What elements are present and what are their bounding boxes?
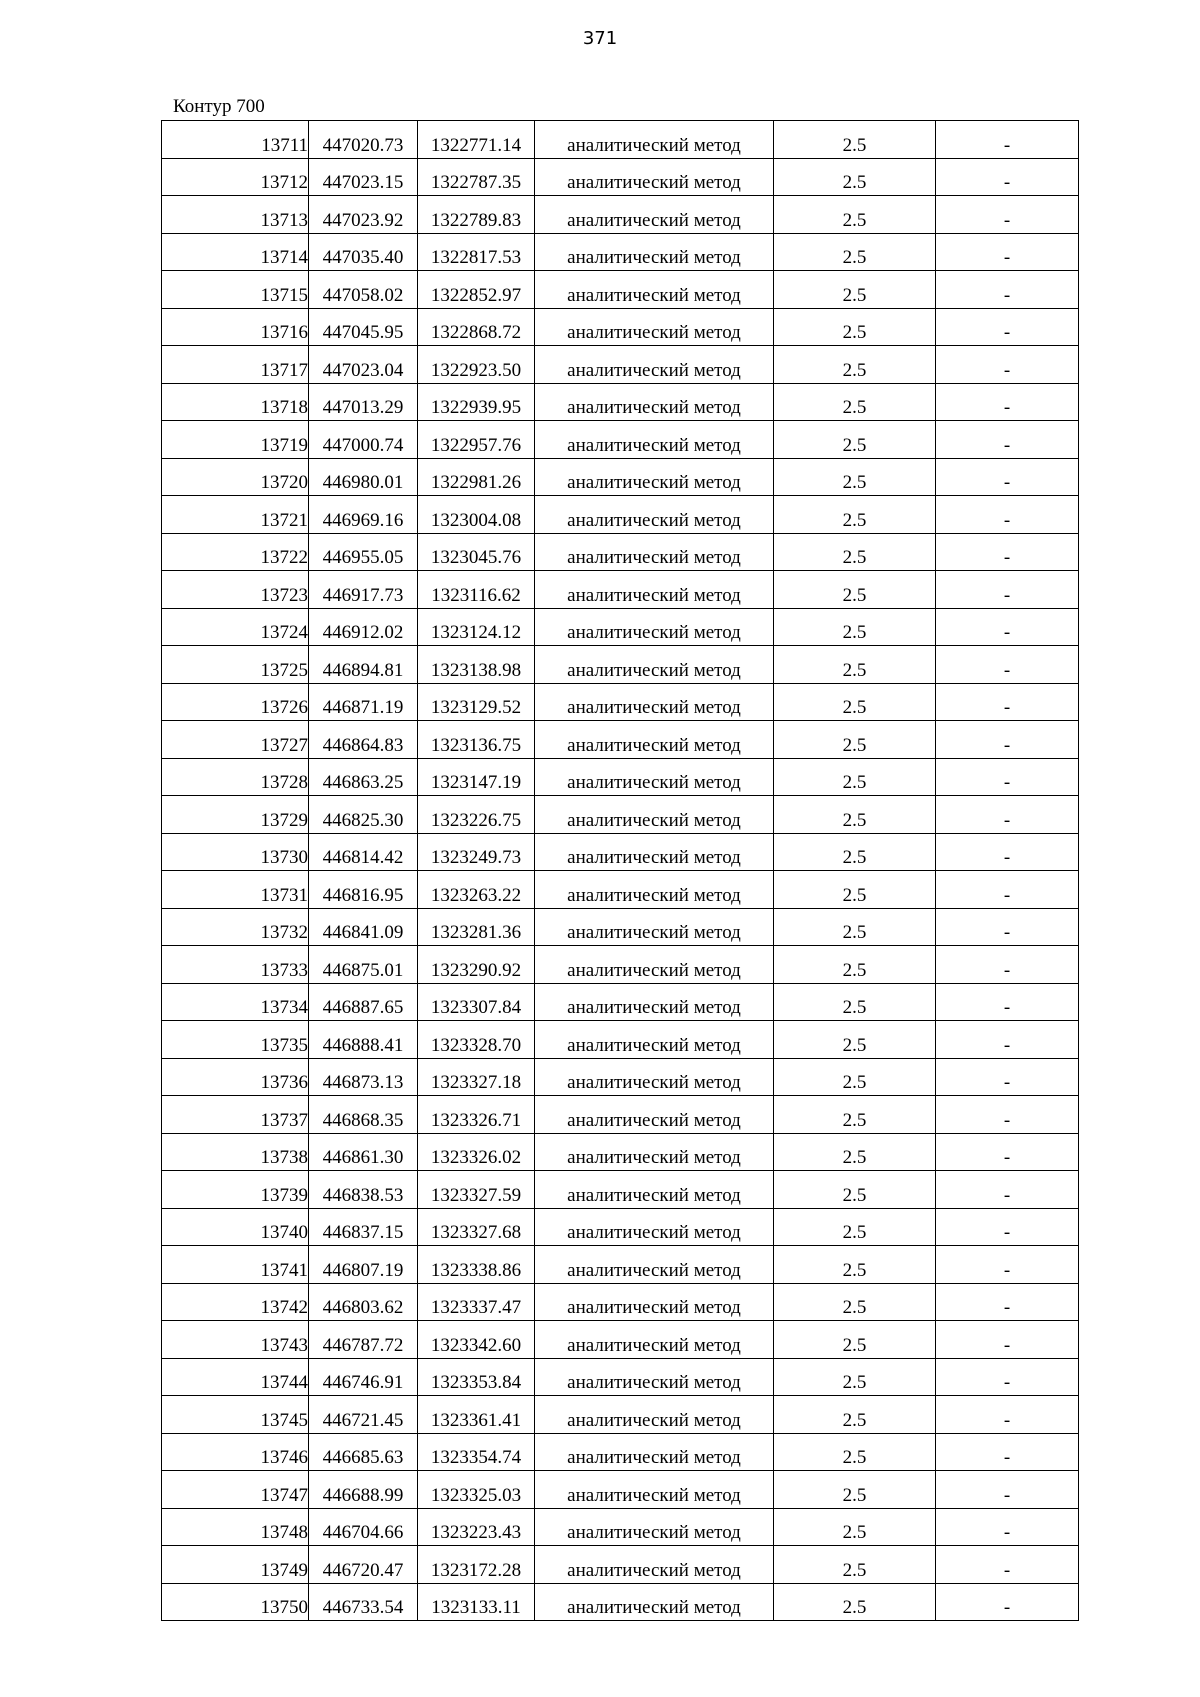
- y-coordinate-cell: 1323328.70: [418, 1021, 535, 1059]
- y-coordinate-cell: 1323326.02: [418, 1133, 535, 1171]
- accuracy-cell: 2.5: [774, 1583, 936, 1621]
- point-number-cell: 13748: [162, 1508, 309, 1546]
- table-row: [162, 758, 1079, 796]
- method-cell: аналитический метод: [535, 721, 774, 759]
- point-number-cell: 13714: [162, 233, 309, 271]
- point-number-cell: 13712: [162, 158, 309, 196]
- table-row: [162, 1021, 1079, 1059]
- description-cell: -: [936, 1058, 1079, 1096]
- y-coordinate-cell: 1323116.62: [418, 571, 535, 609]
- y-coordinate-cell: 1322817.53: [418, 233, 535, 271]
- y-coordinate-cell: 1323361.41: [418, 1396, 535, 1434]
- y-coordinate-cell: 1323327.18: [418, 1058, 535, 1096]
- method-cell: аналитический метод: [535, 571, 774, 609]
- method-cell: аналитический метод: [535, 421, 774, 459]
- y-coordinate-cell: 1323281.36: [418, 908, 535, 946]
- accuracy-cell: 2.5: [774, 421, 936, 459]
- point-number-cell: 13740: [162, 1208, 309, 1246]
- accuracy-cell: 2.5: [774, 1246, 936, 1284]
- point-number-cell: 13746: [162, 1433, 309, 1471]
- accuracy-cell: 2.5: [774, 1508, 936, 1546]
- description-cell: -: [936, 196, 1079, 234]
- accuracy-cell: 2.5: [774, 871, 936, 909]
- y-coordinate-cell: 1323226.75: [418, 796, 535, 834]
- y-coordinate-cell: 1322771.14: [418, 121, 535, 159]
- description-cell: -: [936, 983, 1079, 1021]
- description-cell: -: [936, 158, 1079, 196]
- y-coordinate-cell: 1323307.84: [418, 983, 535, 1021]
- point-number-cell: 13720: [162, 458, 309, 496]
- table-row: [162, 1508, 1079, 1546]
- y-coordinate-cell: 1323223.43: [418, 1508, 535, 1546]
- method-cell: аналитический метод: [535, 233, 774, 271]
- method-cell: аналитический метод: [535, 346, 774, 384]
- x-coordinate-cell: 446861.30: [309, 1133, 418, 1171]
- table-row: [162, 308, 1079, 346]
- description-cell: -: [936, 533, 1079, 571]
- description-cell: -: [936, 271, 1079, 309]
- table-row: [162, 496, 1079, 534]
- point-number-cell: 13736: [162, 1058, 309, 1096]
- table-row: [162, 196, 1079, 234]
- y-coordinate-cell: 1322939.95: [418, 383, 535, 421]
- method-cell: аналитический метод: [535, 1396, 774, 1434]
- description-cell: -: [936, 1283, 1079, 1321]
- method-cell: аналитический метод: [535, 1358, 774, 1396]
- point-number-cell: 13719: [162, 421, 309, 459]
- point-number-cell: 13743: [162, 1321, 309, 1359]
- method-cell: аналитический метод: [535, 308, 774, 346]
- y-coordinate-cell: 1323326.71: [418, 1096, 535, 1134]
- description-cell: -: [936, 608, 1079, 646]
- point-number-cell: 13721: [162, 496, 309, 534]
- table-row: [162, 383, 1079, 421]
- y-coordinate-cell: 1322981.26: [418, 458, 535, 496]
- point-number-cell: 13725: [162, 646, 309, 684]
- y-coordinate-cell: 1323172.28: [418, 1546, 535, 1584]
- accuracy-cell: 2.5: [774, 496, 936, 534]
- table-row: [162, 683, 1079, 721]
- accuracy-cell: 2.5: [774, 346, 936, 384]
- description-cell: -: [936, 1358, 1079, 1396]
- accuracy-cell: 2.5: [774, 796, 936, 834]
- method-cell: аналитический метод: [535, 1321, 774, 1359]
- description-cell: -: [936, 496, 1079, 534]
- accuracy-cell: 2.5: [774, 1096, 936, 1134]
- accuracy-cell: 2.5: [774, 683, 936, 721]
- table-row: [162, 1546, 1079, 1584]
- point-number-cell: 13745: [162, 1396, 309, 1434]
- table-row: [162, 646, 1079, 684]
- description-cell: -: [936, 121, 1079, 159]
- x-coordinate-cell: 446816.95: [309, 871, 418, 909]
- x-coordinate-cell: 446868.35: [309, 1096, 418, 1134]
- table-row: [162, 796, 1079, 834]
- point-number-cell: 13726: [162, 683, 309, 721]
- table-row: [162, 571, 1079, 609]
- description-cell: -: [936, 383, 1079, 421]
- table-row: [162, 121, 1079, 159]
- table-row: [162, 1133, 1079, 1171]
- y-coordinate-cell: 1323325.03: [418, 1471, 535, 1509]
- point-number-cell: 13718: [162, 383, 309, 421]
- accuracy-cell: 2.5: [774, 121, 936, 159]
- point-number-cell: 13744: [162, 1358, 309, 1396]
- accuracy-cell: 2.5: [774, 1321, 936, 1359]
- point-number-cell: 13738: [162, 1133, 309, 1171]
- point-number-cell: 13730: [162, 833, 309, 871]
- accuracy-cell: 2.5: [774, 308, 936, 346]
- x-coordinate-cell: 447058.02: [309, 271, 418, 309]
- point-number-cell: 13723: [162, 571, 309, 609]
- x-coordinate-cell: 446912.02: [309, 608, 418, 646]
- accuracy-cell: 2.5: [774, 383, 936, 421]
- x-coordinate-cell: 446871.19: [309, 683, 418, 721]
- description-cell: -: [936, 1508, 1079, 1546]
- point-number-cell: 13729: [162, 796, 309, 834]
- x-coordinate-cell: 446721.45: [309, 1396, 418, 1434]
- x-coordinate-cell: 446873.13: [309, 1058, 418, 1096]
- point-number-cell: 13741: [162, 1246, 309, 1284]
- method-cell: аналитический метод: [535, 1246, 774, 1284]
- x-coordinate-cell: 446814.42: [309, 833, 418, 871]
- method-cell: аналитический метод: [535, 908, 774, 946]
- x-coordinate-cell: 447023.04: [309, 346, 418, 384]
- table-row: [162, 158, 1079, 196]
- x-coordinate-cell: 446838.53: [309, 1171, 418, 1209]
- description-cell: -: [936, 758, 1079, 796]
- table-row: [162, 1583, 1079, 1621]
- x-coordinate-cell: 446887.65: [309, 983, 418, 1021]
- table-row: [162, 721, 1079, 759]
- y-coordinate-cell: 1323133.11: [418, 1583, 535, 1621]
- point-number-cell: 13717: [162, 346, 309, 384]
- x-coordinate-cell: 446894.81: [309, 646, 418, 684]
- table-row: [162, 1321, 1079, 1359]
- table-row: [162, 1208, 1079, 1246]
- x-coordinate-cell: 446980.01: [309, 458, 418, 496]
- description-cell: -: [936, 1171, 1079, 1209]
- accuracy-cell: 2.5: [774, 646, 936, 684]
- y-coordinate-cell: 1323147.19: [418, 758, 535, 796]
- table-row: [162, 458, 1079, 496]
- x-coordinate-cell: 446955.05: [309, 533, 418, 571]
- coordinates-table: [161, 120, 1079, 1621]
- point-number-cell: 13732: [162, 908, 309, 946]
- method-cell: аналитический метод: [535, 833, 774, 871]
- accuracy-cell: 2.5: [774, 983, 936, 1021]
- accuracy-cell: 2.5: [774, 1208, 936, 1246]
- description-cell: -: [936, 683, 1079, 721]
- y-coordinate-cell: 1323045.76: [418, 533, 535, 571]
- table-row: [162, 908, 1079, 946]
- x-coordinate-cell: 446969.16: [309, 496, 418, 534]
- accuracy-cell: 2.5: [774, 233, 936, 271]
- description-cell: -: [936, 1546, 1079, 1584]
- accuracy-cell: 2.5: [774, 271, 936, 309]
- description-cell: -: [936, 1583, 1079, 1621]
- description-cell: -: [936, 1396, 1079, 1434]
- accuracy-cell: 2.5: [774, 458, 936, 496]
- x-coordinate-cell: 446688.99: [309, 1471, 418, 1509]
- y-coordinate-cell: 1322868.72: [418, 308, 535, 346]
- description-cell: -: [936, 646, 1079, 684]
- method-cell: аналитический метод: [535, 1433, 774, 1471]
- y-coordinate-cell: 1322852.97: [418, 271, 535, 309]
- point-number-cell: 13731: [162, 871, 309, 909]
- accuracy-cell: 2.5: [774, 533, 936, 571]
- accuracy-cell: 2.5: [774, 196, 936, 234]
- y-coordinate-cell: 1323129.52: [418, 683, 535, 721]
- y-coordinate-cell: 1323124.12: [418, 608, 535, 646]
- point-number-cell: 13715: [162, 271, 309, 309]
- point-number-cell: 13734: [162, 983, 309, 1021]
- description-cell: -: [936, 346, 1079, 384]
- x-coordinate-cell: 446807.19: [309, 1246, 418, 1284]
- description-cell: -: [936, 946, 1079, 984]
- x-coordinate-cell: 447000.74: [309, 421, 418, 459]
- x-coordinate-cell: 446917.73: [309, 571, 418, 609]
- method-cell: аналитический метод: [535, 1058, 774, 1096]
- method-cell: аналитический метод: [535, 1021, 774, 1059]
- method-cell: аналитический метод: [535, 796, 774, 834]
- method-cell: аналитический метод: [535, 983, 774, 1021]
- method-cell: аналитический метод: [535, 1208, 774, 1246]
- method-cell: аналитический метод: [535, 1583, 774, 1621]
- table-row: [162, 946, 1079, 984]
- x-coordinate-cell: 447035.40: [309, 233, 418, 271]
- description-cell: -: [936, 721, 1079, 759]
- x-coordinate-cell: 446864.83: [309, 721, 418, 759]
- method-cell: аналитический метод: [535, 1171, 774, 1209]
- method-cell: аналитический метод: [535, 1471, 774, 1509]
- method-cell: аналитический метод: [535, 608, 774, 646]
- point-number-cell: 13749: [162, 1546, 309, 1584]
- table-row: [162, 833, 1079, 871]
- y-coordinate-cell: 1323004.08: [418, 496, 535, 534]
- description-cell: -: [936, 833, 1079, 871]
- method-cell: аналитический метод: [535, 1508, 774, 1546]
- table-row: [162, 1283, 1079, 1321]
- table-row: [162, 1058, 1079, 1096]
- description-cell: -: [936, 908, 1079, 946]
- table-row: [162, 1358, 1079, 1396]
- y-coordinate-cell: 1323337.47: [418, 1283, 535, 1321]
- y-coordinate-cell: 1323353.84: [418, 1358, 535, 1396]
- accuracy-cell: 2.5: [774, 1283, 936, 1321]
- x-coordinate-cell: 446787.72: [309, 1321, 418, 1359]
- method-cell: аналитический метод: [535, 383, 774, 421]
- accuracy-cell: 2.5: [774, 833, 936, 871]
- description-cell: -: [936, 1433, 1079, 1471]
- accuracy-cell: 2.5: [774, 946, 936, 984]
- table-row: [162, 1433, 1079, 1471]
- description-cell: -: [936, 1021, 1079, 1059]
- description-cell: -: [936, 1208, 1079, 1246]
- method-cell: аналитический метод: [535, 158, 774, 196]
- method-cell: аналитический метод: [535, 1133, 774, 1171]
- table-row: [162, 1096, 1079, 1134]
- point-number-cell: 13727: [162, 721, 309, 759]
- page-number: 371: [582, 28, 618, 49]
- table-row: [162, 233, 1079, 271]
- table-row: [162, 421, 1079, 459]
- method-cell: аналитический метод: [535, 121, 774, 159]
- x-coordinate-cell: 446733.54: [309, 1583, 418, 1621]
- accuracy-cell: 2.5: [774, 1471, 936, 1509]
- y-coordinate-cell: 1322787.35: [418, 158, 535, 196]
- y-coordinate-cell: 1323354.74: [418, 1433, 535, 1471]
- y-coordinate-cell: 1323263.22: [418, 871, 535, 909]
- table-body: [162, 121, 1079, 1621]
- accuracy-cell: 2.5: [774, 721, 936, 759]
- description-cell: -: [936, 1246, 1079, 1284]
- y-coordinate-cell: 1323249.73: [418, 833, 535, 871]
- point-number-cell: 13711: [162, 121, 309, 159]
- x-coordinate-cell: 446837.15: [309, 1208, 418, 1246]
- table-row: [162, 533, 1079, 571]
- x-coordinate-cell: 446704.66: [309, 1508, 418, 1546]
- point-number-cell: 13733: [162, 946, 309, 984]
- point-number-cell: 13750: [162, 1583, 309, 1621]
- description-cell: -: [936, 308, 1079, 346]
- method-cell: аналитический метод: [535, 1546, 774, 1584]
- x-coordinate-cell: 447013.29: [309, 383, 418, 421]
- y-coordinate-cell: 1323327.59: [418, 1171, 535, 1209]
- description-cell: -: [936, 1471, 1079, 1509]
- table-row: [162, 346, 1079, 384]
- x-coordinate-cell: 447023.92: [309, 196, 418, 234]
- accuracy-cell: 2.5: [774, 758, 936, 796]
- method-cell: аналитический метод: [535, 496, 774, 534]
- y-coordinate-cell: 1323327.68: [418, 1208, 535, 1246]
- method-cell: аналитический метод: [535, 1283, 774, 1321]
- x-coordinate-cell: 446803.62: [309, 1283, 418, 1321]
- description-cell: -: [936, 233, 1079, 271]
- description-cell: -: [936, 1133, 1079, 1171]
- description-cell: -: [936, 1321, 1079, 1359]
- description-cell: -: [936, 871, 1079, 909]
- accuracy-cell: 2.5: [774, 608, 936, 646]
- method-cell: аналитический метод: [535, 196, 774, 234]
- accuracy-cell: 2.5: [774, 1546, 936, 1584]
- table-row: [162, 1396, 1079, 1434]
- accuracy-cell: 2.5: [774, 1058, 936, 1096]
- method-cell: аналитический метод: [535, 946, 774, 984]
- x-coordinate-cell: 446746.91: [309, 1358, 418, 1396]
- y-coordinate-cell: 1322923.50: [418, 346, 535, 384]
- x-coordinate-cell: 446825.30: [309, 796, 418, 834]
- y-coordinate-cell: 1323338.86: [418, 1246, 535, 1284]
- point-number-cell: 13739: [162, 1171, 309, 1209]
- description-cell: -: [936, 796, 1079, 834]
- point-number-cell: 13713: [162, 196, 309, 234]
- accuracy-cell: 2.5: [774, 908, 936, 946]
- table-row: [162, 608, 1079, 646]
- point-number-cell: 13737: [162, 1096, 309, 1134]
- point-number-cell: 13747: [162, 1471, 309, 1509]
- table-row: [162, 271, 1079, 309]
- method-cell: аналитический метод: [535, 871, 774, 909]
- contour-caption: Контур 700: [173, 96, 265, 117]
- description-cell: -: [936, 458, 1079, 496]
- point-number-cell: 13735: [162, 1021, 309, 1059]
- accuracy-cell: 2.5: [774, 1133, 936, 1171]
- y-coordinate-cell: 1323136.75: [418, 721, 535, 759]
- table-row: [162, 871, 1079, 909]
- method-cell: аналитический метод: [535, 533, 774, 571]
- method-cell: аналитический метод: [535, 758, 774, 796]
- accuracy-cell: 2.5: [774, 1021, 936, 1059]
- method-cell: аналитический метод: [535, 1096, 774, 1134]
- x-coordinate-cell: 447045.95: [309, 308, 418, 346]
- table-row: [162, 1246, 1079, 1284]
- method-cell: аналитический метод: [535, 683, 774, 721]
- table-row: [162, 1471, 1079, 1509]
- method-cell: аналитический метод: [535, 646, 774, 684]
- point-number-cell: 13728: [162, 758, 309, 796]
- point-number-cell: 13742: [162, 1283, 309, 1321]
- description-cell: -: [936, 421, 1079, 459]
- y-coordinate-cell: 1323138.98: [418, 646, 535, 684]
- x-coordinate-cell: 446863.25: [309, 758, 418, 796]
- accuracy-cell: 2.5: [774, 1171, 936, 1209]
- x-coordinate-cell: 446720.47: [309, 1546, 418, 1584]
- accuracy-cell: 2.5: [774, 571, 936, 609]
- y-coordinate-cell: 1322789.83: [418, 196, 535, 234]
- description-cell: -: [936, 1096, 1079, 1134]
- point-number-cell: 13724: [162, 608, 309, 646]
- x-coordinate-cell: 446875.01: [309, 946, 418, 984]
- x-coordinate-cell: 446685.63: [309, 1433, 418, 1471]
- y-coordinate-cell: 1322957.76: [418, 421, 535, 459]
- accuracy-cell: 2.5: [774, 1433, 936, 1471]
- x-coordinate-cell: 446841.09: [309, 908, 418, 946]
- table-row: [162, 1171, 1079, 1209]
- x-coordinate-cell: 447023.15: [309, 158, 418, 196]
- description-cell: -: [936, 571, 1079, 609]
- x-coordinate-cell: 447020.73: [309, 121, 418, 159]
- accuracy-cell: 2.5: [774, 1358, 936, 1396]
- method-cell: аналитический метод: [535, 271, 774, 309]
- point-number-cell: 13722: [162, 533, 309, 571]
- accuracy-cell: 2.5: [774, 158, 936, 196]
- y-coordinate-cell: 1323290.92: [418, 946, 535, 984]
- point-number-cell: 13716: [162, 308, 309, 346]
- accuracy-cell: 2.5: [774, 1396, 936, 1434]
- table-row: [162, 983, 1079, 1021]
- x-coordinate-cell: 446888.41: [309, 1021, 418, 1059]
- method-cell: аналитический метод: [535, 458, 774, 496]
- y-coordinate-cell: 1323342.60: [418, 1321, 535, 1359]
